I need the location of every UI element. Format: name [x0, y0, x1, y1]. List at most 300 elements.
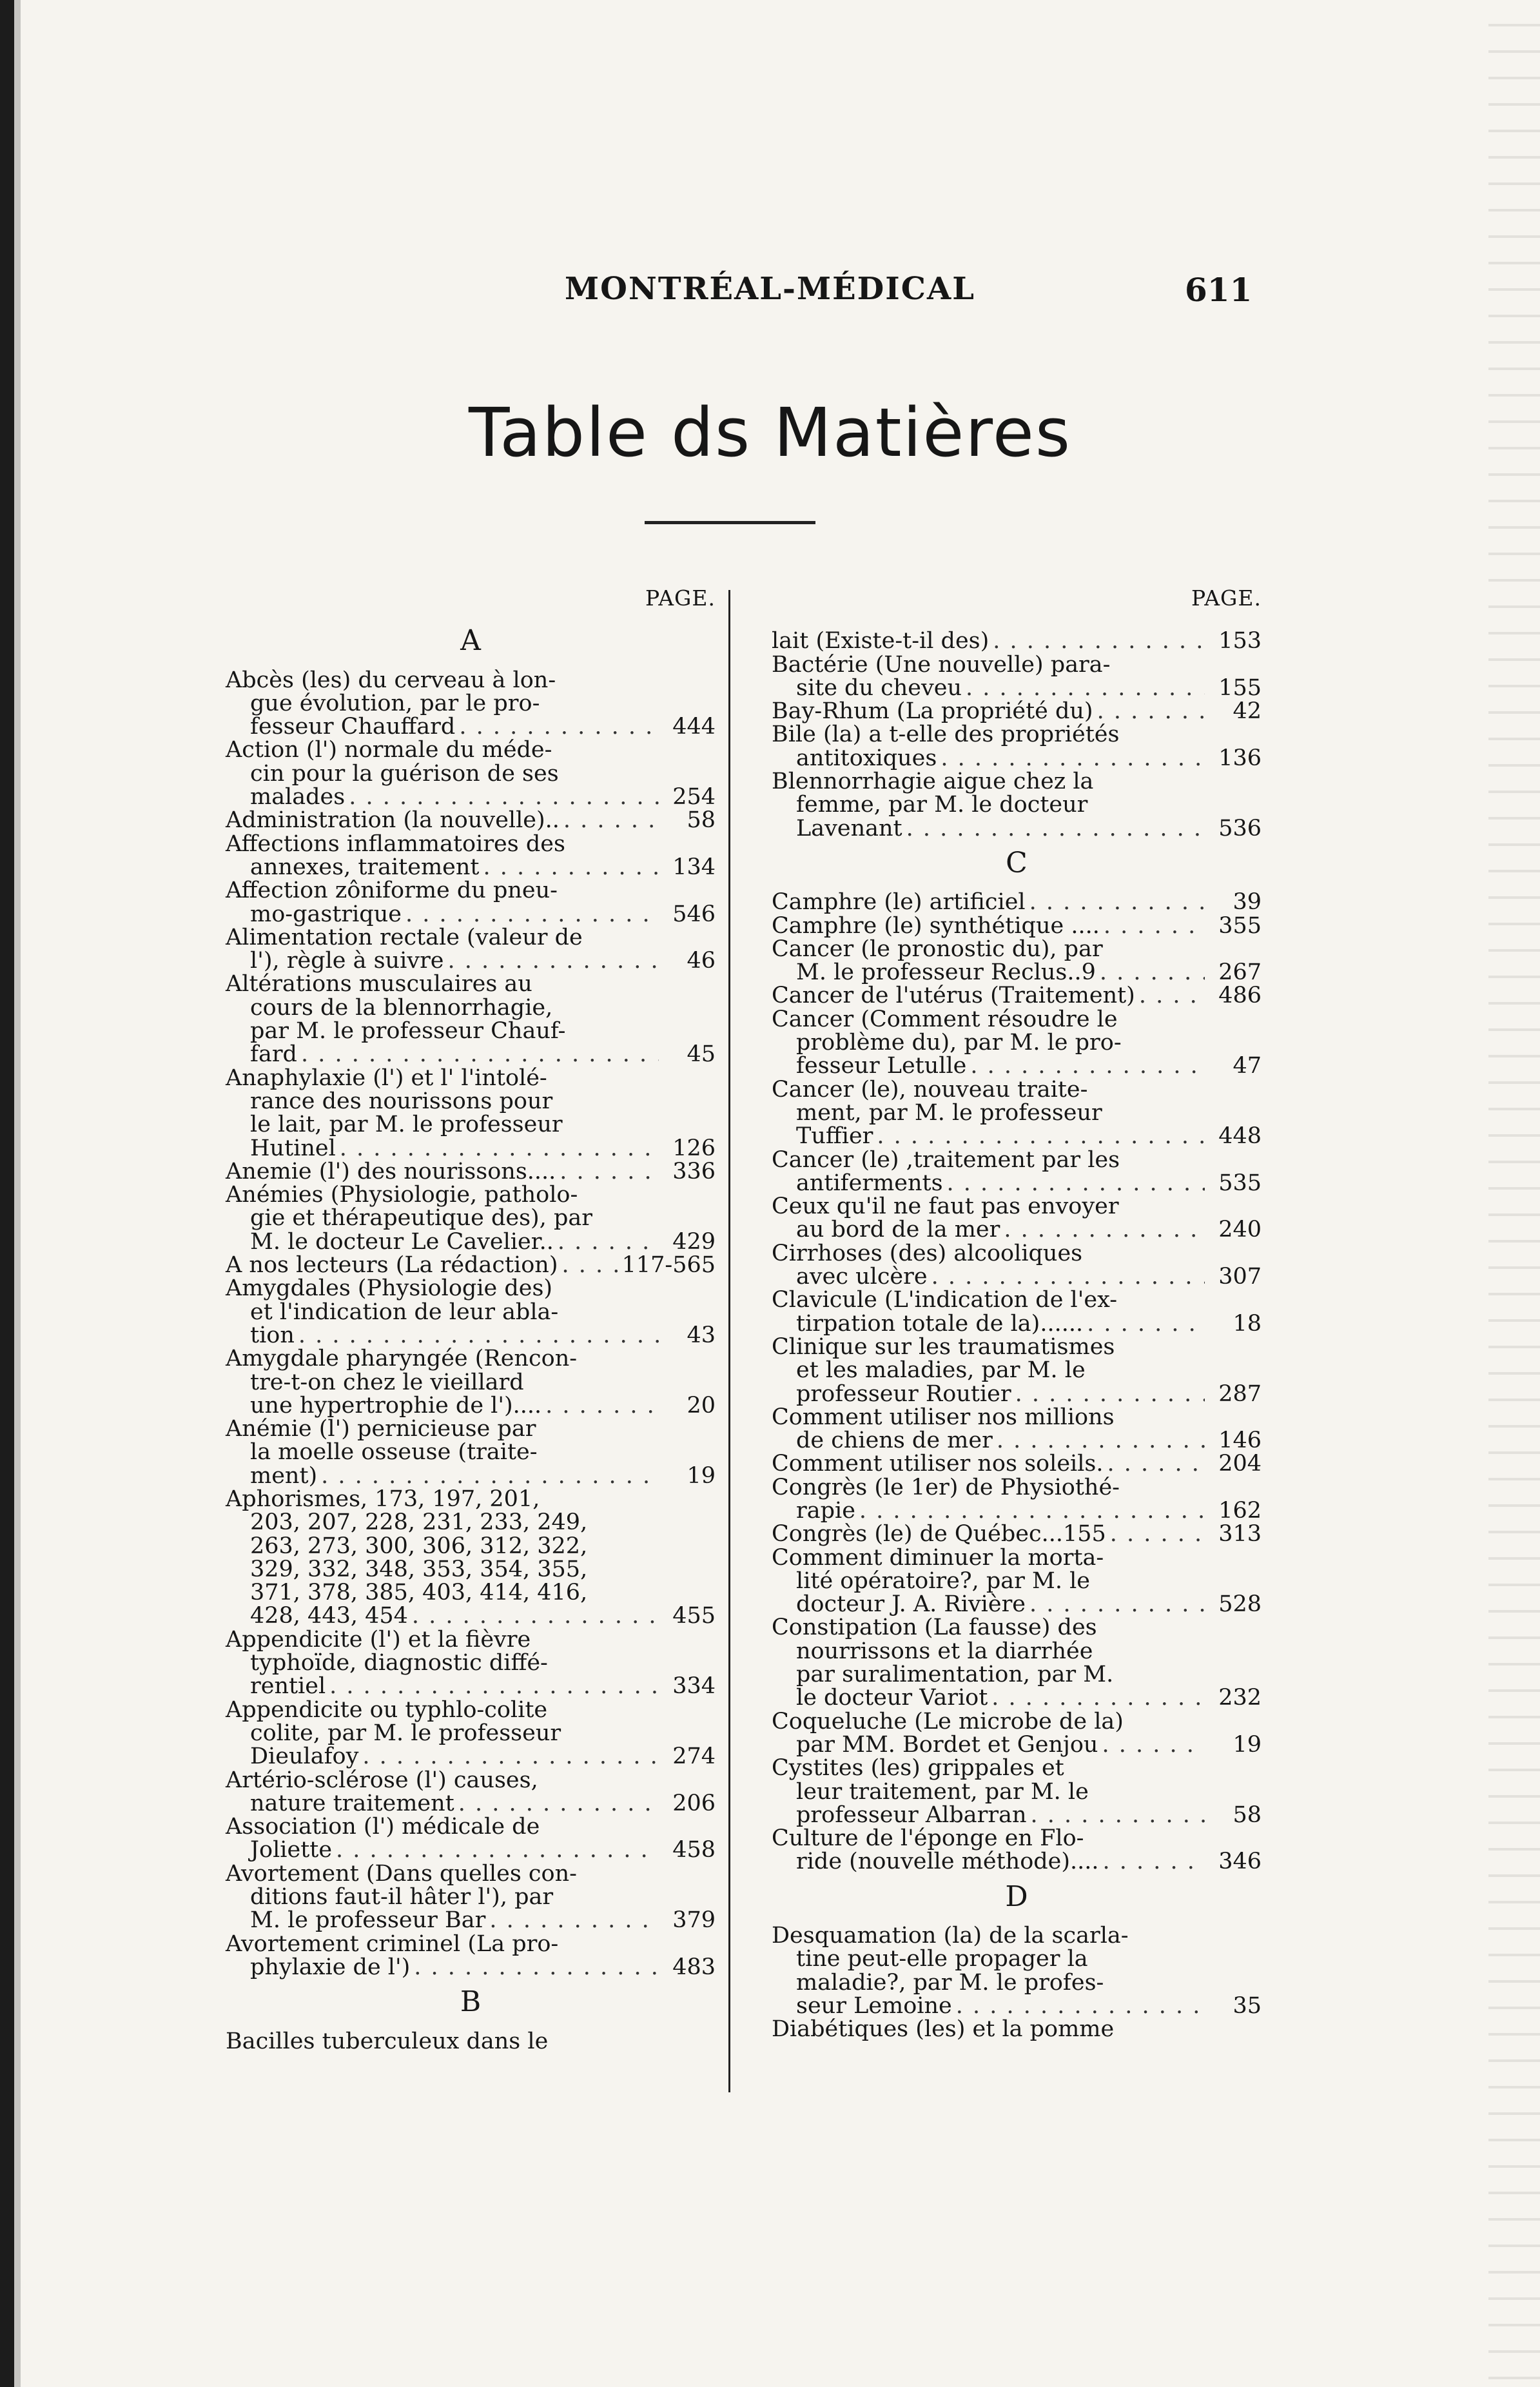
entry-text: annexes, traitement [250, 854, 480, 880]
index-entry [226, 1417, 716, 1488]
entry-page-number: 136 [1218, 745, 1262, 771]
index-entry [226, 669, 716, 739]
entry-text: Abcès (les) du cerveau à lon- [226, 667, 556, 693]
running-header [0, 271, 1540, 322]
entry-text: Alimentation rectale (valeur de [226, 924, 583, 950]
index-entry [226, 1932, 716, 1979]
entry-text: la moelle osseuse (traite- [250, 1439, 538, 1466]
entry-text: Bay-Rhum (La propriété du) [772, 698, 1093, 725]
leader-dots [928, 1265, 1205, 1288]
entry-page-number: 455 [672, 1603, 716, 1629]
index-entry [226, 738, 716, 809]
leader-dots [1106, 1522, 1205, 1546]
index-entry [226, 1628, 716, 1698]
entry-page-number: 206 [672, 1790, 716, 1816]
leader-dots [1135, 984, 1205, 1007]
index-entry [226, 832, 716, 879]
entry-text: Anémies (Physiologie, patholo- [226, 1182, 578, 1208]
index-entry [226, 809, 716, 832]
entry-line [772, 1710, 1262, 1733]
entry-text: par M. le professeur Chauf- [250, 1018, 566, 1045]
index-entry [772, 1008, 1262, 1078]
index-entry [772, 1546, 1262, 1616]
entry-line [772, 1288, 1262, 1311]
index-entry [772, 770, 1262, 840]
entry-text: malades [250, 784, 346, 810]
entry-text: le lait, par M. le professeur [250, 1112, 563, 1138]
entry-line [226, 809, 716, 832]
entry-text: et les maladies, par M. le [796, 1357, 1086, 1384]
entry-line [772, 1101, 1262, 1125]
entry-line [226, 1090, 716, 1113]
entry-page-number: 58 [1233, 1802, 1262, 1828]
entry-line [772, 938, 1262, 961]
entry-line [226, 1394, 716, 1417]
entry-line [226, 785, 716, 809]
entry-line [226, 1253, 716, 1277]
entry-page-number: 155 [1218, 674, 1262, 701]
entry-text: 428, 443, 454 [250, 1603, 408, 1629]
index-entry [772, 1522, 1262, 1546]
entry-page-number: 379 [672, 1907, 716, 1934]
index-entry [772, 1827, 1262, 1874]
entry-line [772, 1780, 1262, 1803]
entry-text: Administration (la nouvelle).. [226, 807, 560, 834]
index-entry [772, 629, 1262, 653]
entry-text: Cirrhoses (des) alcooliques [772, 1240, 1083, 1266]
entry-text: 263, 273, 300, 306, 312, 322, [250, 1533, 588, 1559]
leader-dots [1099, 1850, 1205, 1873]
entry-line [772, 1312, 1262, 1335]
entry-page-number: 20 [687, 1392, 716, 1419]
entry-page-number: 536 [1218, 815, 1262, 841]
entry-line [772, 1148, 1262, 1172]
entry-line [772, 1335, 1262, 1359]
scan-binding-edge [0, 0, 14, 2387]
leader-dots [358, 1745, 659, 1768]
entry-text: Culture de l'éponge en Flo- [772, 1825, 1084, 1852]
entry-text: Congrès (le 1er) de Physiothé- [772, 1474, 1120, 1500]
entry-text: rapie [796, 1497, 855, 1524]
section-letter: D [1005, 1880, 1028, 1913]
entry-line [772, 1242, 1262, 1265]
entry-text: Artério-sclérose (l') causes, [226, 1767, 538, 1793]
entry-text: Cancer (le), nouveau traite- [772, 1076, 1088, 1103]
entry-text: et l'indication de leur abla- [250, 1299, 559, 1325]
entry-line [772, 890, 1262, 914]
index-entry [226, 1488, 716, 1628]
index-entry [772, 1756, 1262, 1827]
entry-text: Camphre (le) artificiel [772, 889, 1026, 916]
entry-page-number: 528 [1218, 1591, 1262, 1618]
entry-text: maladie?, par M. le profes- [796, 1969, 1104, 1996]
leader-dots [336, 1137, 659, 1160]
index-entry [772, 984, 1262, 1007]
entry-text: Amygdales (Physiologie des) [226, 1275, 553, 1302]
entry-line [226, 1206, 716, 1230]
entry-page-number: 535 [1218, 1170, 1262, 1196]
entry-text: Avortement (Dans quelles con- [226, 1860, 577, 1887]
leader-dots [554, 1230, 659, 1253]
entry-line [772, 700, 1262, 723]
entry-page-number: 336 [672, 1158, 716, 1184]
entry-text: par MM. Bordet et Genjou [796, 1731, 1098, 1758]
leader-dots [485, 1909, 659, 1932]
entry-line [226, 1511, 716, 1534]
leader-dots [332, 1838, 659, 1861]
entry-text: fesseur Letulle [796, 1053, 967, 1079]
entry-text: par suralimentation, par M. [796, 1662, 1114, 1688]
entry-text: cin pour la guérison de ses [250, 760, 559, 787]
leader-dots [1100, 914, 1205, 938]
entry-line [772, 1522, 1262, 1546]
entry-line [772, 1569, 1262, 1593]
entry-line [772, 1994, 1262, 2018]
entry-text: l'), règle à suivre [250, 948, 444, 974]
entry-page-number: 240 [1218, 1217, 1262, 1243]
entry-page-number: 19 [1233, 1731, 1262, 1758]
index-entry [772, 653, 1262, 700]
entry-line [772, 1031, 1262, 1054]
leader-dots [402, 903, 659, 926]
entry-page-number: 58 [687, 807, 716, 834]
index-entry [772, 1616, 1262, 1709]
entry-line [772, 629, 1262, 653]
index-entry [772, 1710, 1262, 1757]
entry-page-number: 346 [1218, 1849, 1262, 1875]
entry-line [772, 723, 1262, 746]
entry-page-number: 444 [672, 714, 716, 740]
entry-page-number: 204 [1218, 1451, 1262, 1477]
entry-line [226, 832, 716, 856]
index-entry [226, 1160, 716, 1183]
entry-text: Joliette [250, 1837, 333, 1863]
leader-dots [993, 1429, 1205, 1452]
index-entry [226, 1183, 716, 1253]
entry-text: ditions faut-il hâter l'), par [250, 1884, 554, 1911]
entry-line [772, 1971, 1262, 1994]
entry-line [226, 1043, 716, 1066]
entry-text: le docteur Variot [796, 1685, 988, 1711]
entry-text: site du cheveu [796, 674, 962, 701]
entry-text: Anemie (l') des nourissons.... [226, 1158, 556, 1184]
entry-page-number: 334 [672, 1673, 716, 1700]
entry-text: professeur Routier [796, 1380, 1011, 1407]
entry-line [772, 676, 1262, 700]
entry-line [226, 1488, 716, 1511]
entry-line [772, 1429, 1262, 1452]
leader-dots [988, 1686, 1205, 1709]
entry-text: avec ulcère [796, 1264, 928, 1290]
entry-line [772, 1616, 1262, 1639]
entry-text: M. le professeur Bar [250, 1907, 486, 1934]
index-entry [226, 1862, 716, 1932]
index-entry [772, 1242, 1262, 1289]
entry-text: Avortement criminel (La pro- [226, 1930, 559, 1957]
entry-page-number: 287 [1218, 1380, 1262, 1407]
index-entry [226, 972, 716, 1066]
index-entry [772, 1924, 1262, 2018]
entry-line [226, 996, 716, 1019]
section-letter: B [460, 1985, 482, 2019]
entry-text: tirpation totale de la)...... [796, 1310, 1084, 1337]
leader-dots [541, 1394, 659, 1417]
entry-text: gie et thérapeutique des), par [250, 1205, 592, 1232]
index-entry [226, 1769, 716, 1816]
entry-text: 203, 207, 228, 231, 233, 249, [250, 1509, 588, 1536]
entry-line [226, 1932, 716, 1956]
index-entry [772, 2018, 1262, 2041]
entry-text: fesseur Chauffard [250, 714, 456, 740]
entry-page-number: 267 [1218, 959, 1262, 986]
entry-line [226, 856, 716, 879]
entry-text: tre-t-on chez le vieillard [250, 1369, 524, 1395]
entry-text: professeur Albarran [796, 1802, 1027, 1828]
entry-line [772, 1452, 1262, 1475]
index-entry [226, 1253, 716, 1277]
entry-line [772, 1663, 1262, 1686]
entry-page-number: 153 [1218, 628, 1262, 654]
entry-text: Constipation (La fausse) des [772, 1615, 1097, 1641]
leader-dots [902, 817, 1205, 840]
entry-line [226, 1440, 716, 1464]
entry-line [772, 817, 1262, 840]
index-entry [226, 1066, 716, 1160]
entry-text: Association (l') médicale de [226, 1814, 540, 1840]
entry-page-number: 18 [1233, 1310, 1262, 1337]
entry-text: une hypertrophie de l').... [250, 1392, 542, 1419]
entry-text: Cancer (le pronostic du), par [772, 936, 1103, 962]
entry-line [772, 1803, 1262, 1827]
entry-text: colite, par M. le professeur [250, 1720, 561, 1746]
entry-line [226, 903, 716, 926]
entry-line [772, 1850, 1262, 1873]
entry-text: Blennorrhagie aigue chez la [772, 769, 1094, 795]
leader-dots [1104, 1452, 1205, 1475]
leader-dots [937, 747, 1205, 770]
entry-line [226, 1324, 716, 1347]
entry-line [226, 1956, 716, 1979]
entry-line [226, 692, 716, 715]
entry-text: Dieulafoy [250, 1744, 359, 1770]
entry-line [772, 1756, 1262, 1780]
entry-line [226, 1745, 716, 1768]
entry-text: 371, 378, 385, 403, 414, 416, [250, 1580, 588, 1606]
entry-page-number: 307 [1218, 1264, 1262, 1290]
entry-text: femme, par M. le docteur [796, 792, 1088, 818]
entry-line [226, 1838, 716, 1861]
entry-line [226, 1815, 716, 1838]
entry-line [772, 1172, 1262, 1195]
page-number: 611 [1185, 271, 1252, 309]
index-entry [226, 926, 716, 973]
entry-line [772, 747, 1262, 770]
entry-page-number: 46 [687, 948, 716, 974]
entry-page-number: 232 [1218, 1685, 1262, 1711]
entry-text: nature traitement [250, 1790, 454, 1816]
entry-page-number: 19 [687, 1462, 716, 1489]
leader-dots [873, 1125, 1205, 1148]
leader-dots [297, 1043, 659, 1066]
entry-line [226, 972, 716, 996]
entry-line [772, 1947, 1262, 1970]
entry-line [226, 1371, 716, 1394]
entry-text: Cancer (le) ,traitement par les [772, 1146, 1120, 1173]
index-entries-right [772, 629, 1262, 2041]
entry-text: Clavicule (L'indication de l'ex- [772, 1287, 1118, 1313]
entry-text: Amygdale pharyngée (Rencon- [226, 1346, 578, 1372]
entry-line [226, 1628, 716, 1651]
entry-page-number: 274 [672, 1744, 716, 1770]
entry-line [226, 1769, 716, 1792]
leader-dots [326, 1675, 659, 1698]
entry-page-number: 35 [1233, 1992, 1262, 2019]
index-entry [772, 914, 1262, 938]
leader-dots [1096, 961, 1205, 984]
entry-page-number: 162 [1218, 1497, 1262, 1524]
entry-text: ment, par M. le professeur [796, 1099, 1102, 1126]
index-entry [772, 938, 1262, 985]
entry-line [772, 1125, 1262, 1148]
entry-line [226, 1277, 716, 1300]
entry-line [772, 1008, 1262, 1031]
leader-dots [479, 856, 659, 879]
entry-text: Bacilles tuberculeux dans le [226, 2028, 549, 2054]
leader-dots [855, 1499, 1205, 1522]
entry-text: seur Lemoine [796, 1992, 952, 2019]
entry-line [772, 1733, 1262, 1756]
entry-page-number: 429 [672, 1228, 716, 1255]
entry-line [226, 669, 716, 692]
entry-page-number: 43 [687, 1322, 716, 1348]
entry-line [226, 1464, 716, 1488]
entry-text: Hutinel [250, 1135, 336, 1161]
entry-line [226, 1535, 716, 1558]
leader-dots [1026, 1593, 1205, 1616]
index-entry [772, 1406, 1262, 1453]
entry-text: Comment utiliser nos soleils. [772, 1451, 1104, 1477]
leader-dots [1083, 1312, 1205, 1335]
index-entry [772, 1335, 1262, 1406]
entry-text: Diabétiques (les) et la pomme [772, 2016, 1115, 2043]
entry-text: lait (Existe-t-il des) [772, 628, 989, 654]
entry-text: Cystites (les) grippales et [772, 1755, 1064, 1782]
entry-line [772, 1546, 1262, 1569]
entry-page-number: 42 [1233, 698, 1262, 725]
entry-line [226, 1862, 716, 1885]
entry-line [772, 1827, 1262, 1850]
leader-dots [410, 1956, 659, 1979]
entry-text: mo-gastrique [250, 901, 402, 927]
leader-dots [1000, 1218, 1205, 1241]
index-entry [226, 1815, 716, 1862]
entry-line [226, 1230, 716, 1253]
entry-line [772, 1593, 1262, 1616]
entry-line [226, 1581, 716, 1604]
entry-line [226, 1698, 716, 1722]
entry-line [226, 1301, 716, 1324]
entry-text: docteur J. A. Rivière [796, 1591, 1026, 1618]
entry-line [772, 1359, 1262, 1382]
index-entry [226, 879, 716, 926]
index-entries-left [226, 624, 716, 2054]
index-entry [772, 723, 1262, 770]
entry-page-number: 486 [1218, 983, 1262, 1009]
entry-text: typhoïde, diagnostic diffé- [250, 1650, 548, 1676]
leader-dots [1098, 1733, 1205, 1756]
column-divider [728, 590, 730, 2092]
entry-text: Anémie (l') pernicieuse par [226, 1416, 536, 1442]
index-entry [772, 1288, 1262, 1335]
leader-dots [455, 715, 659, 738]
index-entry [772, 700, 1262, 723]
entry-line [226, 1183, 716, 1206]
leader-dots [966, 1054, 1205, 1077]
entry-page-number: 134 [672, 854, 716, 880]
leader-dots [1027, 1803, 1205, 1827]
leader-dots [1093, 700, 1205, 723]
entry-line [226, 738, 716, 761]
index-entry [772, 890, 1262, 914]
entry-page-number: 45 [687, 1041, 716, 1068]
index-column-left [226, 587, 716, 2053]
entry-line [226, 1558, 716, 1581]
leader-dots [345, 785, 659, 809]
entry-line [772, 1476, 1262, 1499]
leader-dots [952, 1994, 1205, 2018]
entry-text: Camphre (le) synthétique .... [772, 912, 1100, 939]
entry-line [226, 1019, 716, 1043]
entry-line [226, 1909, 716, 1932]
entry-text: ride (nouvelle méthode).... [796, 1849, 1099, 1875]
entry-text: Congrès (le) de Québec...155 [772, 1521, 1106, 1547]
leader-dots [962, 676, 1205, 700]
leader-dots [943, 1172, 1205, 1195]
entry-line [226, 926, 716, 949]
entry-text: 329, 332, 348, 353, 354, 355, [250, 1556, 588, 1582]
entry-page-number: 117-565 [621, 1252, 716, 1279]
index-entry [772, 1148, 1262, 1195]
entry-text: Ceux qu'il ne faut pas envoyer [772, 1194, 1119, 1220]
entry-line [226, 1675, 716, 1698]
entry-page-number: 146 [1218, 1428, 1262, 1454]
entry-text: Affection zôniforme du pneu- [226, 878, 558, 904]
entry-text: Comment diminuer la morta- [772, 1544, 1104, 1571]
entry-text: Bile (la) a t-elle des propriétés [772, 722, 1120, 748]
entry-line [226, 1137, 716, 1160]
entry-text: Coqueluche (Le microbe de la) [772, 1708, 1124, 1734]
entry-line [772, 770, 1262, 793]
entry-text: antiferments [796, 1170, 943, 1196]
leader-dots [295, 1324, 659, 1347]
entry-text: ment) [250, 1462, 318, 1489]
entry-line [772, 961, 1262, 984]
index-entry [772, 1195, 1262, 1242]
entry-text: cours de la blennorrhagie, [250, 994, 553, 1021]
entry-line [226, 2030, 716, 2053]
entry-text: tine peut-elle propager la [796, 1946, 1088, 1972]
leader-dots [444, 949, 659, 972]
entry-line [772, 1218, 1262, 1241]
entry-line [772, 914, 1262, 938]
entry-text: A nos lecteurs (La rédaction) [226, 1252, 558, 1279]
entry-line [226, 1417, 716, 1440]
entry-text: Appendicite (l') et la fièvre [226, 1626, 531, 1653]
entry-page-number: 47 [1233, 1053, 1262, 1079]
page-column-label: PAGE. [645, 585, 716, 611]
entry-text: rance des nourissons pour [250, 1088, 553, 1114]
entry-text: Bactérie (Une nouvelle) para- [772, 651, 1111, 678]
